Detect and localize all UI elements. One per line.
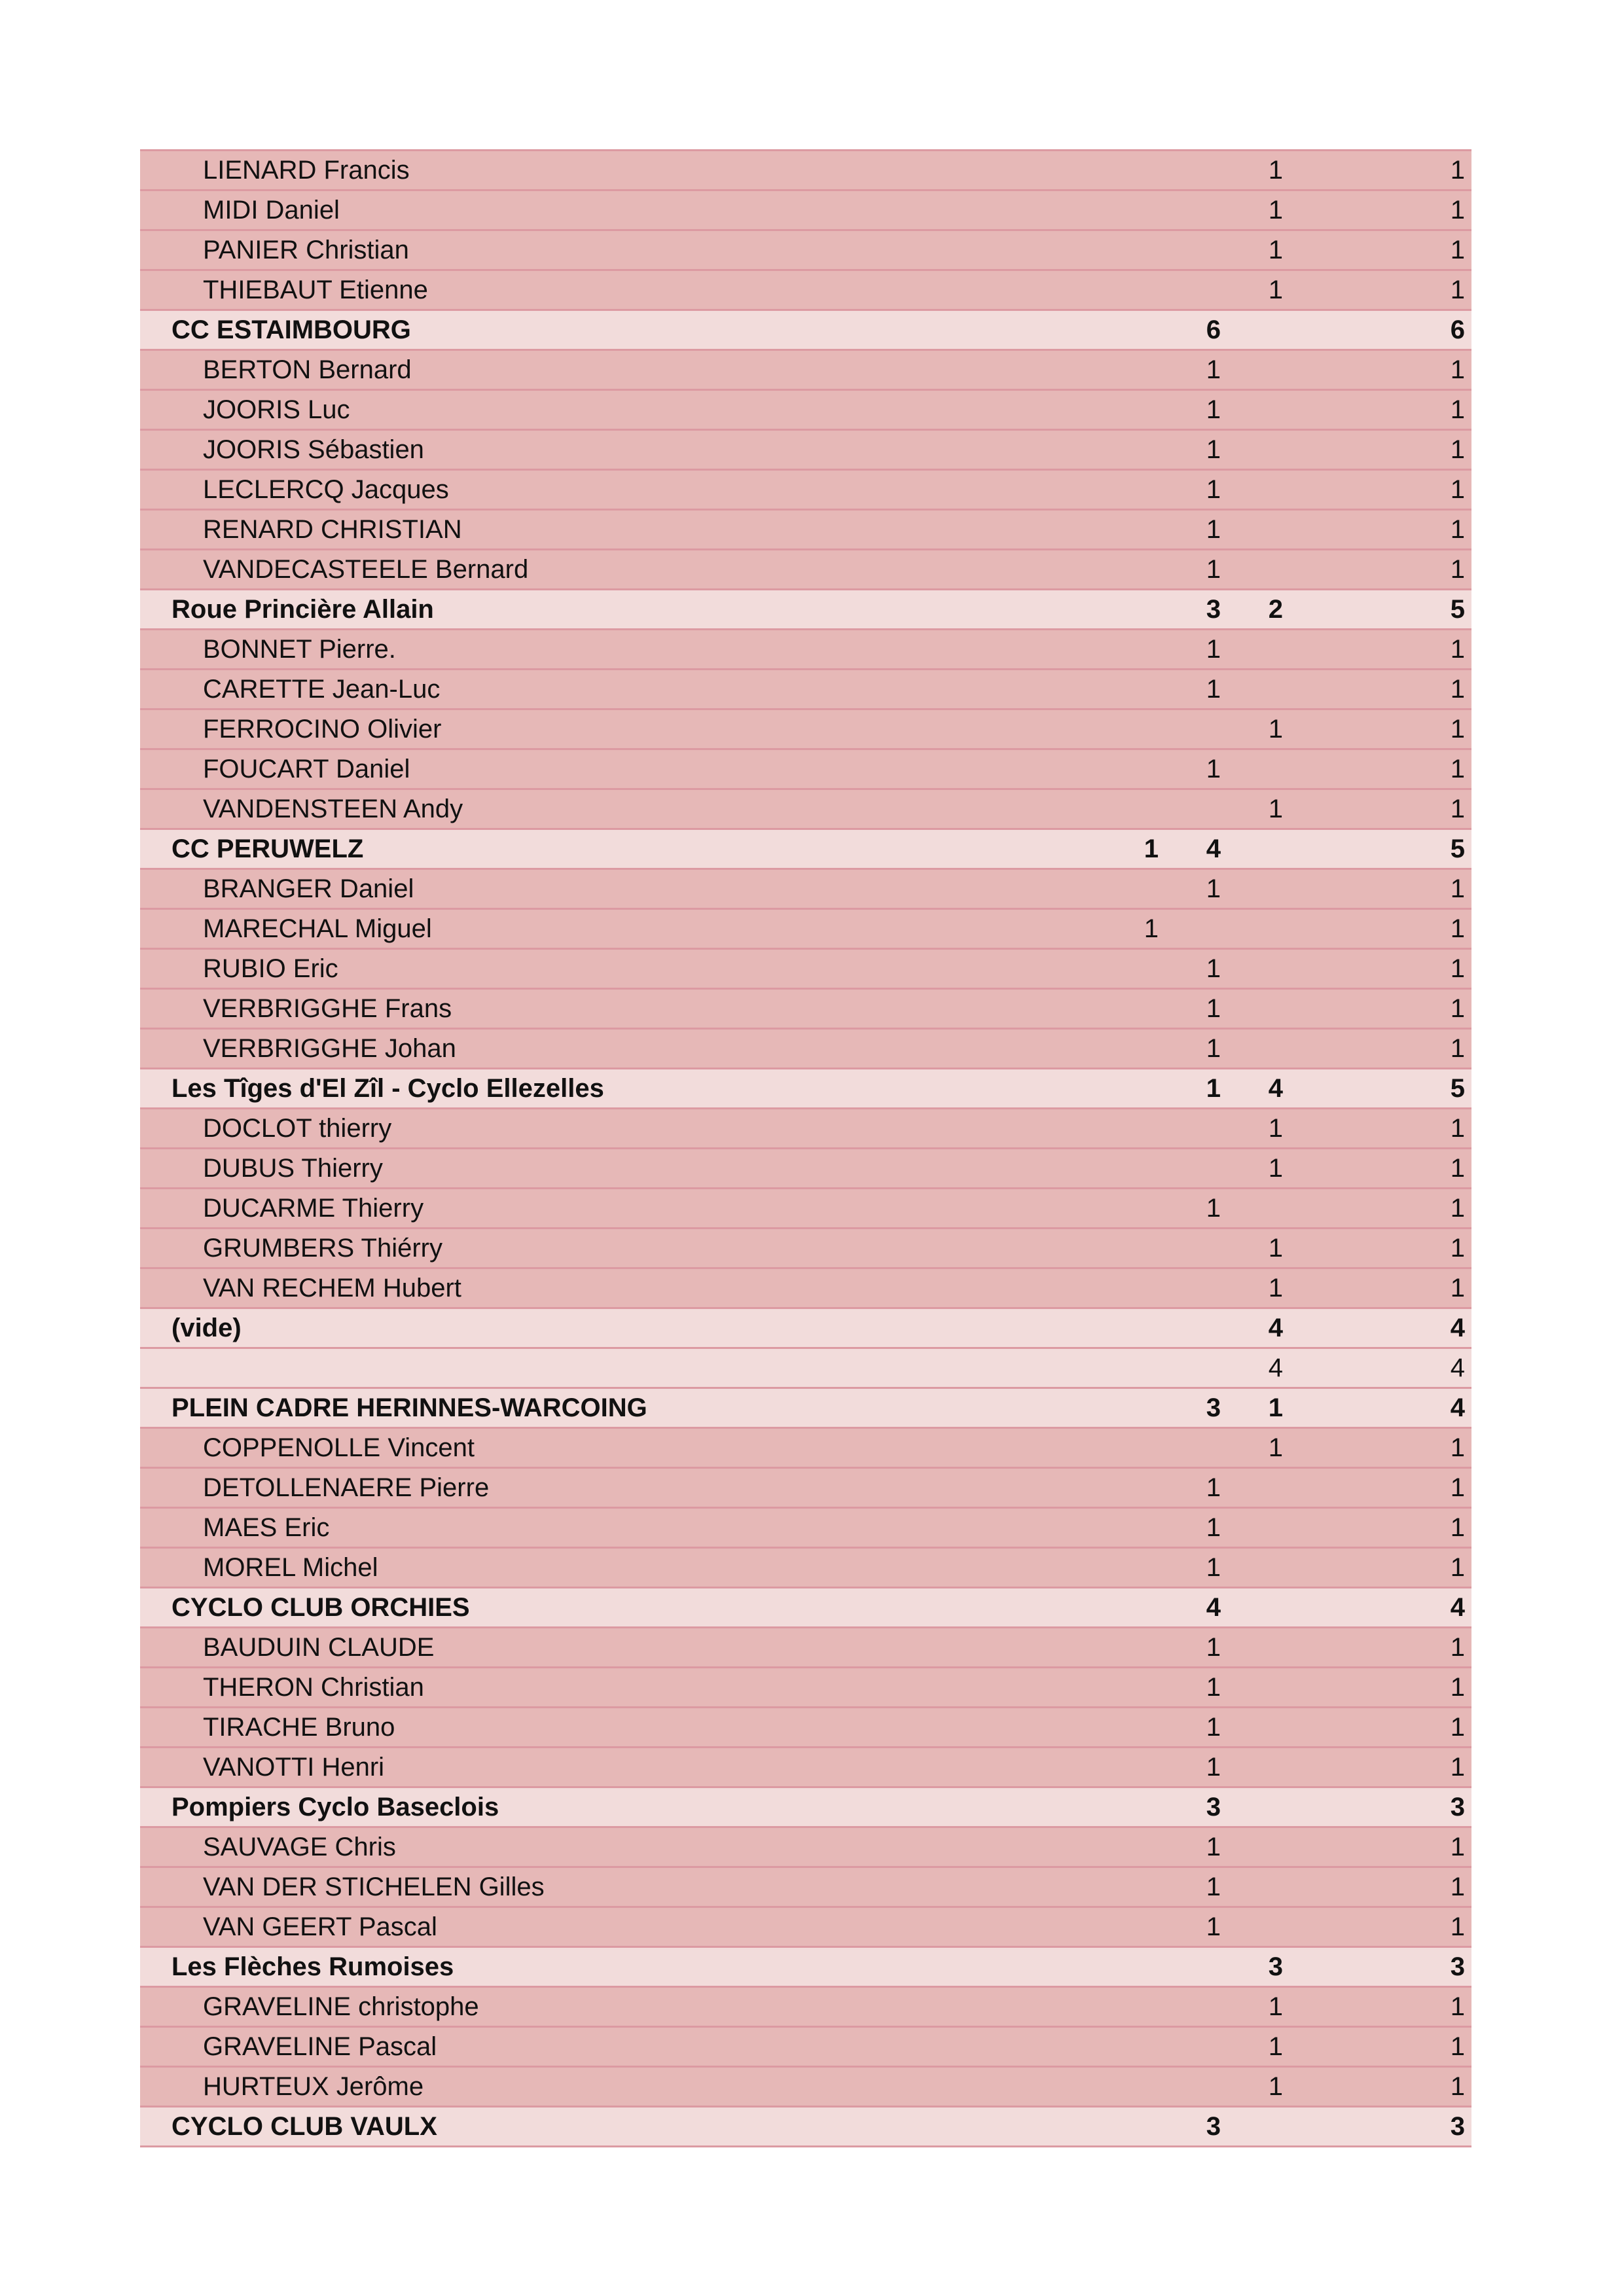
member-name: MOREL Michel [203, 1553, 378, 1582]
count-col-3: 1 [1268, 715, 1283, 744]
club-name: Les Flèches Rumoises [171, 1952, 454, 1981]
club-row [140, 590, 1471, 630]
member-row [140, 1429, 1471, 1469]
count-col-2: 1 [1206, 994, 1221, 1023]
row-total: 1 [1450, 1114, 1465, 1143]
club-name: Les Tîges d'El Zîl - Cyclo Ellezelles [171, 1074, 604, 1103]
count-col-2: 1 [1206, 1673, 1221, 1702]
row-total: 1 [1450, 1513, 1465, 1542]
club-row [140, 1069, 1471, 1109]
member-name: BRANGER Daniel [203, 874, 414, 903]
count-col-2: 1 [1206, 675, 1221, 704]
member-row [140, 1549, 1471, 1588]
count-col-2: 1 [1206, 1753, 1221, 1782]
club-row [140, 1948, 1471, 1988]
member-row [140, 950, 1471, 990]
member-row [140, 670, 1471, 710]
count-col-2: 1 [1206, 1074, 1221, 1103]
count-col-3: 1 [1268, 156, 1283, 185]
count-col-2: 1 [1206, 1833, 1221, 1861]
count-col-3: 1 [1268, 1154, 1283, 1183]
member-name: VERBRIGGHE Frans [203, 994, 452, 1023]
club-name: CYCLO CLUB ORCHIES [171, 1593, 470, 1622]
member-row [140, 2068, 1471, 2108]
member-row [140, 151, 1471, 191]
count-col-3: 1 [1268, 196, 1283, 224]
member-name: PANIER Christian [203, 236, 409, 264]
member-row [140, 1868, 1471, 1908]
member-row [140, 1908, 1471, 1948]
member-name: DUBUS Thierry [203, 1154, 383, 1183]
row-total: 1 [1450, 1553, 1465, 1582]
row-total: 1 [1450, 276, 1465, 304]
member-row [140, 391, 1471, 431]
count-col-2: 1 [1206, 755, 1221, 783]
row-total: 4 [1450, 1393, 1465, 1422]
count-col-2: 4 [1206, 1593, 1221, 1622]
member-name: THERON Christian [203, 1673, 424, 1702]
club-row [140, 311, 1471, 351]
member-row [140, 431, 1471, 471]
count-col-3: 1 [1268, 795, 1283, 823]
row-total: 1 [1450, 994, 1465, 1023]
count-col-3: 1 [1268, 1234, 1283, 1263]
member-name: VERBRIGGHE Johan [203, 1034, 456, 1063]
club-row [140, 1788, 1471, 1828]
count-col-2: 1 [1206, 1553, 1221, 1582]
count-col-3: 1 [1268, 2072, 1283, 2101]
member-name: CARETTE Jean-Luc [203, 675, 441, 704]
count-col-2: 3 [1206, 1793, 1221, 1821]
count-col-2: 3 [1206, 2112, 1221, 2141]
member-row [140, 511, 1471, 550]
member-row [140, 870, 1471, 910]
row-total: 1 [1450, 236, 1465, 264]
count-col-2: 1 [1206, 555, 1221, 584]
row-total: 1 [1450, 954, 1465, 983]
member-row [140, 1109, 1471, 1149]
row-total: 1 [1450, 635, 1465, 664]
count-col-3: 1 [1268, 1114, 1283, 1143]
member-name: FERROCINO Olivier [203, 715, 442, 744]
member-name: VANOTTI Henri [203, 1753, 385, 1782]
row-total: 5 [1450, 595, 1465, 624]
count-col-2: 3 [1206, 1393, 1221, 1422]
club-name: PLEIN CADRE HERINNES-WARCOING [171, 1393, 647, 1422]
member-row [140, 1469, 1471, 1509]
count-col-2: 1 [1206, 1513, 1221, 1542]
member-row [140, 1509, 1471, 1549]
row-total: 1 [1450, 475, 1465, 504]
member-name: MIDI Daniel [203, 196, 340, 224]
row-total: 1 [1450, 1753, 1465, 1782]
count-col-1: 1 [1144, 834, 1159, 863]
member-name: DUCARME Thierry [203, 1194, 424, 1223]
club-row [140, 830, 1471, 870]
count-col-3: 4 [1268, 1314, 1283, 1342]
row-total: 1 [1450, 1194, 1465, 1223]
row-total: 1 [1450, 196, 1465, 224]
count-col-2: 1 [1206, 1912, 1221, 1941]
member-row [140, 790, 1471, 830]
member-name: GRUMBERS Thiérry [203, 1234, 442, 1263]
member-row [140, 271, 1471, 311]
row-total: 4 [1450, 1314, 1465, 1342]
count-col-2: 1 [1206, 1873, 1221, 1901]
club-row [140, 1389, 1471, 1429]
row-total: 1 [1450, 1154, 1465, 1183]
member-name: LIENARD Francis [203, 156, 410, 185]
club-name: (vide) [171, 1314, 242, 1342]
member-row [140, 1668, 1471, 1708]
count-col-1: 1 [1144, 914, 1159, 943]
member-name: RUBIO Eric [203, 954, 338, 983]
member-name: VAN RECHEM Hubert [203, 1274, 461, 1302]
row-total: 4 [1450, 1354, 1465, 1382]
club-name: CYCLO CLUB VAULX [171, 2112, 437, 2141]
row-total: 5 [1450, 834, 1465, 863]
count-col-3: 1 [1268, 1393, 1283, 1422]
row-total: 3 [1450, 2112, 1465, 2141]
member-name: VAN GEERT Pascal [203, 1912, 437, 1941]
member-row [140, 1030, 1471, 1069]
row-total: 1 [1450, 1034, 1465, 1063]
member-name: DETOLLENAERE Pierre [203, 1473, 490, 1502]
member-row [140, 191, 1471, 231]
row-total: 1 [1450, 1873, 1465, 1901]
pivot-table [140, 149, 1471, 2147]
row-total: 1 [1450, 675, 1465, 704]
member-name: VANDECASTEELE Bernard [203, 555, 529, 584]
member-name: JOORIS Luc [203, 395, 350, 424]
row-total: 1 [1450, 1473, 1465, 1502]
row-total: 1 [1450, 1992, 1465, 2021]
row-total: 1 [1450, 2072, 1465, 2101]
row-total: 1 [1450, 435, 1465, 464]
member-name: TIRACHE Bruno [203, 1713, 395, 1742]
row-total: 1 [1450, 914, 1465, 943]
member-row [140, 910, 1471, 950]
member-name: GRAVELINE christophe [203, 1992, 479, 2021]
count-col-2: 3 [1206, 595, 1221, 624]
count-col-3: 1 [1268, 1433, 1283, 1462]
club-name: CC ESTAIMBOURG [171, 315, 411, 344]
row-total: 1 [1450, 755, 1465, 783]
count-col-2: 1 [1206, 1633, 1221, 1662]
member-name: VAN DER STICHELEN Gilles [203, 1873, 545, 1901]
count-col-2: 1 [1206, 475, 1221, 504]
count-col-3: 1 [1268, 2032, 1283, 2061]
row-total: 1 [1450, 2032, 1465, 2061]
count-col-2: 1 [1206, 395, 1221, 424]
count-col-2: 1 [1206, 635, 1221, 664]
member-name: LECLERCQ Jacques [203, 475, 449, 504]
member-name: FOUCART Daniel [203, 755, 410, 783]
row-total: 1 [1450, 395, 1465, 424]
member-row [140, 630, 1471, 670]
member-row [140, 1748, 1471, 1788]
member-name: BERTON Bernard [203, 355, 412, 384]
member-name: JOORIS Sébastien [203, 435, 424, 464]
count-col-2: 1 [1206, 1713, 1221, 1742]
member-row [140, 990, 1471, 1030]
member-name: DOCLOT thierry [203, 1114, 392, 1143]
count-col-2: 1 [1206, 515, 1221, 544]
count-col-2: 1 [1206, 355, 1221, 384]
row-total: 3 [1450, 1952, 1465, 1981]
member-name: MARECHAL Miguel [203, 914, 432, 943]
count-col-2: 4 [1206, 834, 1221, 863]
member-name: BAUDUIN CLAUDE [203, 1633, 435, 1662]
count-col-2: 6 [1206, 315, 1221, 344]
club-row [140, 1309, 1471, 1349]
member-row [140, 710, 1471, 750]
row-total: 3 [1450, 1793, 1465, 1821]
row-total: 1 [1450, 1234, 1465, 1263]
count-col-3: 4 [1268, 1074, 1283, 1103]
count-col-2: 1 [1206, 435, 1221, 464]
count-col-2: 1 [1206, 1194, 1221, 1223]
member-name: GRAVELINE Pascal [203, 2032, 437, 2061]
club-name: Pompiers Cyclo Baseclois [171, 1793, 499, 1821]
count-col-2: 1 [1206, 874, 1221, 903]
member-row [140, 550, 1471, 590]
row-total: 4 [1450, 1593, 1465, 1622]
member-row [140, 1189, 1471, 1229]
count-col-3: 2 [1268, 595, 1283, 624]
row-total: 1 [1450, 1673, 1465, 1702]
row-total: 1 [1450, 1713, 1465, 1742]
count-col-3: 1 [1268, 1274, 1283, 1302]
member-row [140, 1229, 1471, 1269]
club-row [140, 2108, 1471, 2147]
row-total: 6 [1450, 315, 1465, 344]
row-total: 5 [1450, 1074, 1465, 1103]
row-total: 1 [1450, 1633, 1465, 1662]
member-row [140, 1628, 1471, 1668]
row-total: 1 [1450, 555, 1465, 584]
member-name: COPPENOLLE Vincent [203, 1433, 475, 1462]
row-total: 1 [1450, 515, 1465, 544]
member-name: VANDENSTEEN Andy [203, 795, 463, 823]
club-row [140, 1588, 1471, 1628]
row-total: 1 [1450, 795, 1465, 823]
blank-row [140, 1349, 1471, 1389]
count-col-3: 1 [1268, 1992, 1283, 2021]
member-row [140, 1149, 1471, 1189]
row-total: 1 [1450, 1433, 1465, 1462]
count-col-2: 1 [1206, 1473, 1221, 1502]
member-row [140, 1988, 1471, 2028]
count-col-3: 3 [1268, 1952, 1283, 1981]
club-name: Roue Princière Allain [171, 595, 434, 624]
row-total: 1 [1450, 1912, 1465, 1941]
member-row [140, 351, 1471, 391]
member-row [140, 1828, 1471, 1868]
row-total: 1 [1450, 715, 1465, 744]
member-name: MAES Eric [203, 1513, 330, 1542]
member-row [140, 1269, 1471, 1309]
count-col-3: 1 [1268, 236, 1283, 264]
member-name: RENARD CHRISTIAN [203, 515, 462, 544]
count-col-2: 1 [1206, 1034, 1221, 1063]
row-total: 1 [1450, 874, 1465, 903]
count-col-3: 1 [1268, 276, 1283, 304]
member-name: HURTEUX Jerôme [203, 2072, 424, 2101]
count-col-2: 1 [1206, 954, 1221, 983]
club-name: CC PERUWELZ [171, 834, 364, 863]
row-total: 1 [1450, 156, 1465, 185]
row-total: 1 [1450, 1833, 1465, 1861]
member-name: SAUVAGE Chris [203, 1833, 396, 1861]
member-name: THIEBAUT Etienne [203, 276, 428, 304]
row-total: 1 [1450, 355, 1465, 384]
member-row [140, 750, 1471, 790]
row-total: 1 [1450, 1274, 1465, 1302]
member-row [140, 471, 1471, 511]
member-row [140, 231, 1471, 271]
member-row [140, 2028, 1471, 2068]
member-name: BONNET Pierre. [203, 635, 396, 664]
member-row [140, 1708, 1471, 1748]
count-col-3: 4 [1268, 1354, 1283, 1382]
